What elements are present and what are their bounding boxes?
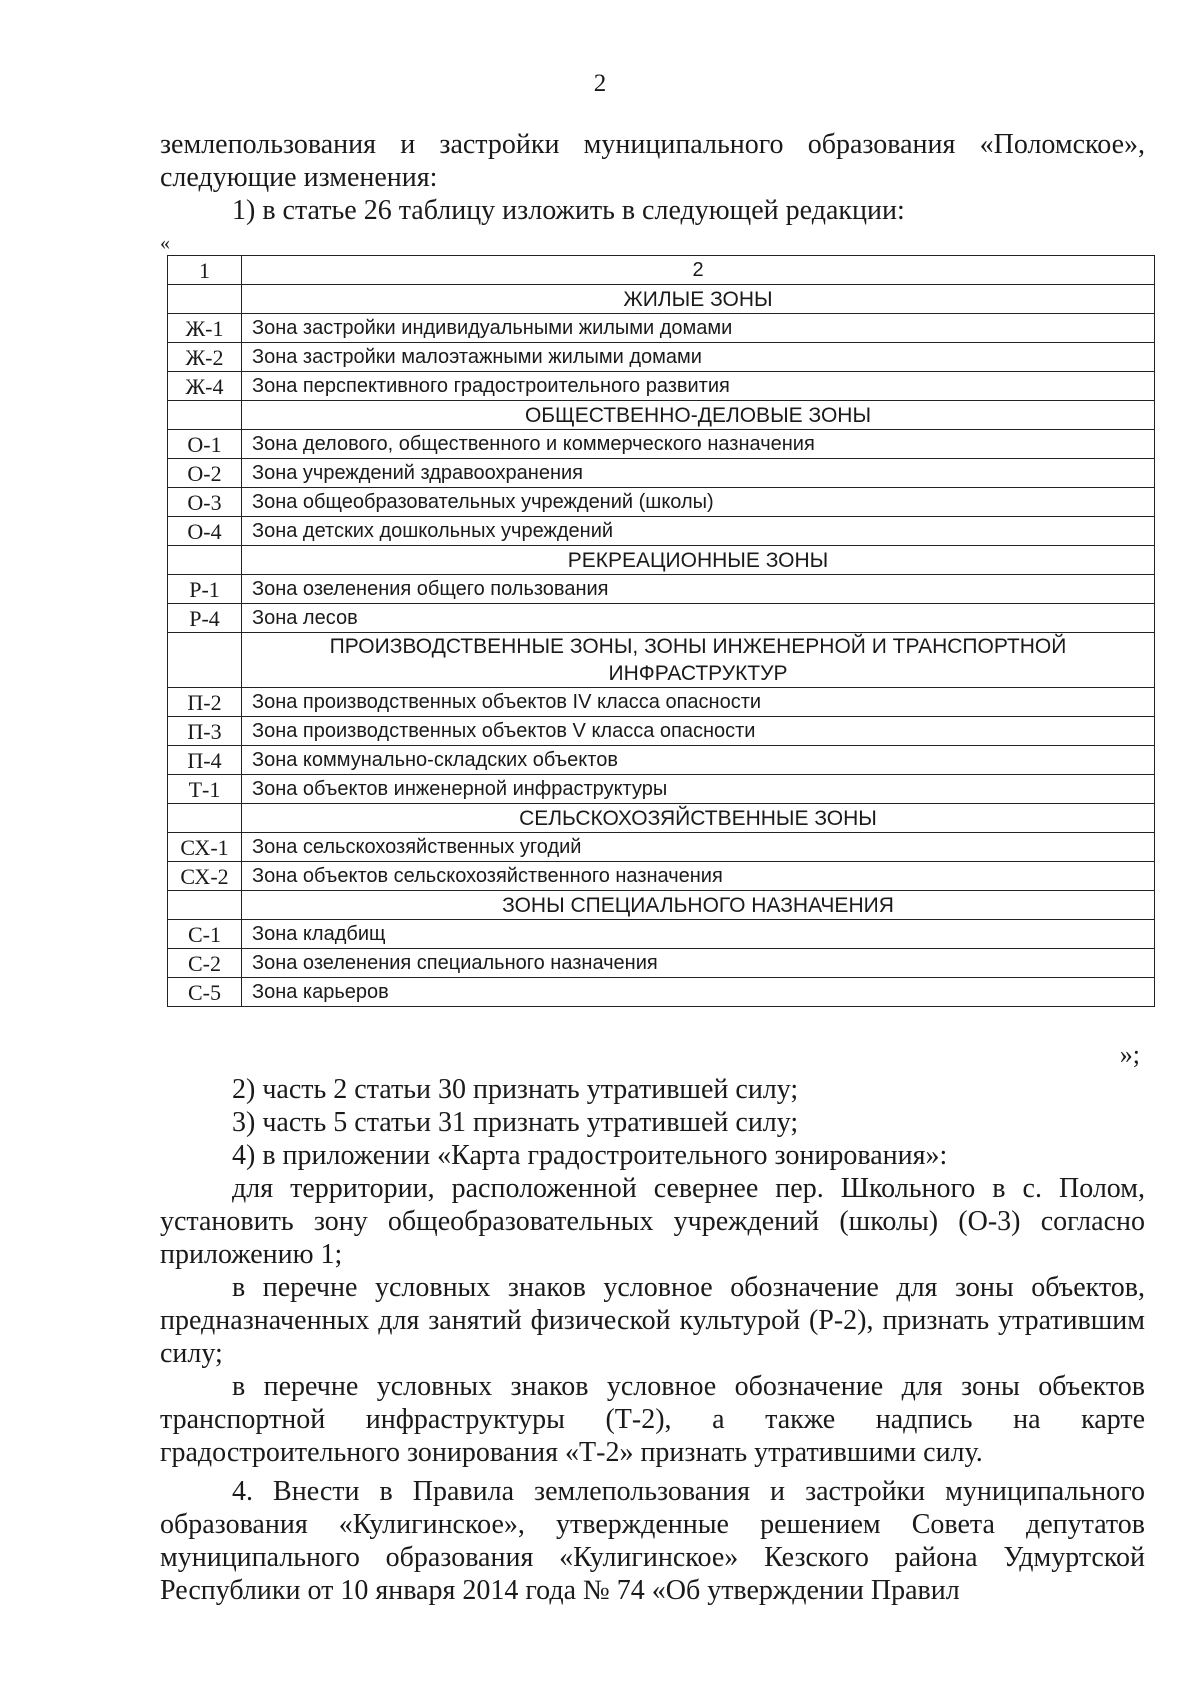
table-section-row <box>168 546 1155 575</box>
intro-item-1: 1) в статье 26 таблицу изложить в следующей редакции: <box>232 195 905 226</box>
zone-code: П-4 <box>168 746 242 775</box>
table-row <box>168 862 1155 891</box>
page-number: 2 <box>593 70 607 97</box>
zone-section-title: ЖИЛЫЕ ЗОНЫ <box>242 285 1155 314</box>
header-col-2: 2 <box>242 256 1155 285</box>
table-row <box>168 459 1155 488</box>
open-quote: « <box>160 232 170 254</box>
zone-name: Зона застройки индивидуальными жилыми домами <box>242 314 1155 343</box>
table-section-row <box>168 633 1155 688</box>
zone-section-title: ОБЩЕСТВЕННО-ДЕЛОВЫЕ ЗОНЫ <box>242 401 1155 430</box>
zone-code: Р-1 <box>168 575 242 604</box>
intro-block <box>160 128 1145 227</box>
zone-code: Т-1 <box>168 775 242 804</box>
table-section-row <box>168 804 1155 833</box>
paragraph-r2: в перечне условных знаков условное обозначение для зоны объектов, предназначенных для занятий физической культурой (Р-2), признать утратившим силу; <box>160 1272 1145 1369</box>
zone-code: О-2 <box>168 459 242 488</box>
zone-name: Зона делового, общественного и коммерческого назначения <box>242 430 1155 459</box>
zone-code: О-3 <box>168 488 242 517</box>
zone-code: СХ-2 <box>168 862 242 891</box>
zone-code <box>168 401 242 430</box>
zone-code: О-4 <box>168 517 242 546</box>
zone-section-title: ПРОИЗВОДСТВЕННЫЕ ЗОНЫ, ЗОНЫ ИНЖЕНЕРНОЙ И ТРАНСПОРТНОЙ ИНФРАСТРУКТУР <box>242 633 1155 688</box>
after-block <box>160 1073 1145 1607</box>
zone-section-title: РЕКРЕАЦИОННЫЕ ЗОНЫ <box>242 546 1155 575</box>
zone-name: Зона сельскохозяйственных угодий <box>242 833 1155 862</box>
table-row <box>168 604 1155 633</box>
table-row <box>168 920 1155 949</box>
item-4: 4) в приложении «Карта градостроительного зонирования»: <box>232 1140 948 1171</box>
zone-section-title: СЕЛЬСКОХОЗЯЙСТВЕННЫЕ ЗОНЫ <box>242 804 1155 833</box>
table-row <box>168 717 1155 746</box>
zone-name: Зона общеобразовательных учреждений (школы) <box>242 488 1155 517</box>
table-row <box>168 430 1155 459</box>
zone-name: Зона производственных объектов IV класса опасности <box>242 688 1155 717</box>
table-row <box>168 314 1155 343</box>
zone-name: Зона лесов <box>242 604 1155 633</box>
zone-name: Зона учреждений здравоохранения <box>242 459 1155 488</box>
zone-name: Зона застройки малоэтажными жилыми домами <box>242 343 1155 372</box>
zone-code <box>168 285 242 314</box>
zone-code: СХ-1 <box>168 833 242 862</box>
table-row <box>168 517 1155 546</box>
zone-code <box>168 804 242 833</box>
close-quote: »; <box>1119 1040 1140 1069</box>
table-section-row <box>168 401 1155 430</box>
zone-code <box>168 633 242 688</box>
item-3: 3) часть 5 статьи 31 признать утратившей силу; <box>232 1107 799 1138</box>
table-row <box>168 978 1155 1007</box>
table-row <box>168 372 1155 401</box>
zones-table <box>167 255 1155 1007</box>
zone-name: Зона кладбищ <box>242 920 1155 949</box>
zone-code: С-2 <box>168 949 242 978</box>
zone-name: Зона производственных объектов V класса опасности <box>242 717 1155 746</box>
table-section-row <box>168 285 1155 314</box>
paragraph-t2: в перечне условных знаков условное обозначение для зоны объектов транспортной инфраструктуры (Т-2), а также надпись на карте градостроительного зонирования «Т-2» признать утратившими силу. <box>160 1371 1145 1468</box>
table-row <box>168 688 1155 717</box>
item-2: 2) часть 2 статьи 30 признать утратившей силу; <box>232 1074 799 1105</box>
zone-code: Ж-2 <box>168 343 242 372</box>
zone-name: Зона объектов инженерной инфраструктуры <box>242 775 1155 804</box>
zone-name: Зона озеленения общего пользования <box>242 575 1155 604</box>
zone-code: Ж-1 <box>168 314 242 343</box>
paragraph-section-4: 4. Внести в Правила землепользования и застройки муниципального образования «Кулигинское», утвержденные решением Совета депутатов муниципального образования «Кулигинское» Кезского района Удмуртской Республики от 10 января 2014 года № 74 «Об утверждении Правил <box>160 1476 1145 1606</box>
zone-name: Зона озеленения специального назначения <box>242 949 1155 978</box>
intro-paragraph: землепользования и застройки муниципального образования «Поломское», следующие изменения: <box>160 129 1145 193</box>
zone-code: Р-4 <box>168 604 242 633</box>
table-header-row <box>168 256 1155 285</box>
table-row <box>168 949 1155 978</box>
zone-code: С-5 <box>168 978 242 1007</box>
zone-code: С-1 <box>168 920 242 949</box>
paragraph-school-zone: для территории, расположенной севернее пер. Школьного в с. Полом, установить зону общеобразовательных учреждений (школы) (О-3) согласно приложению 1; <box>160 1173 1145 1270</box>
table-row <box>168 746 1155 775</box>
table-row <box>168 775 1155 804</box>
zone-code: П-3 <box>168 717 242 746</box>
zone-code: О-1 <box>168 430 242 459</box>
zone-code <box>168 891 242 920</box>
table-row <box>168 575 1155 604</box>
zone-name: Зона детских дошкольных учреждений <box>242 517 1155 546</box>
zone-name: Зона коммунально-складских объектов <box>242 746 1155 775</box>
zone-code: Ж-4 <box>168 372 242 401</box>
zone-name: Зона перспективного градостроительного развития <box>242 372 1155 401</box>
table-row <box>168 833 1155 862</box>
zone-name: Зона карьеров <box>242 978 1155 1007</box>
table-section-row <box>168 891 1155 920</box>
zone-name: Зона объектов сельскохозяйственного назначения <box>242 862 1155 891</box>
table-row <box>168 343 1155 372</box>
zone-code <box>168 546 242 575</box>
zone-section-title: ЗОНЫ СПЕЦИАЛЬНОГО НАЗНАЧЕНИЯ <box>242 891 1155 920</box>
zone-code: П-2 <box>168 688 242 717</box>
header-col-1: 1 <box>168 256 242 285</box>
table-row <box>168 488 1155 517</box>
